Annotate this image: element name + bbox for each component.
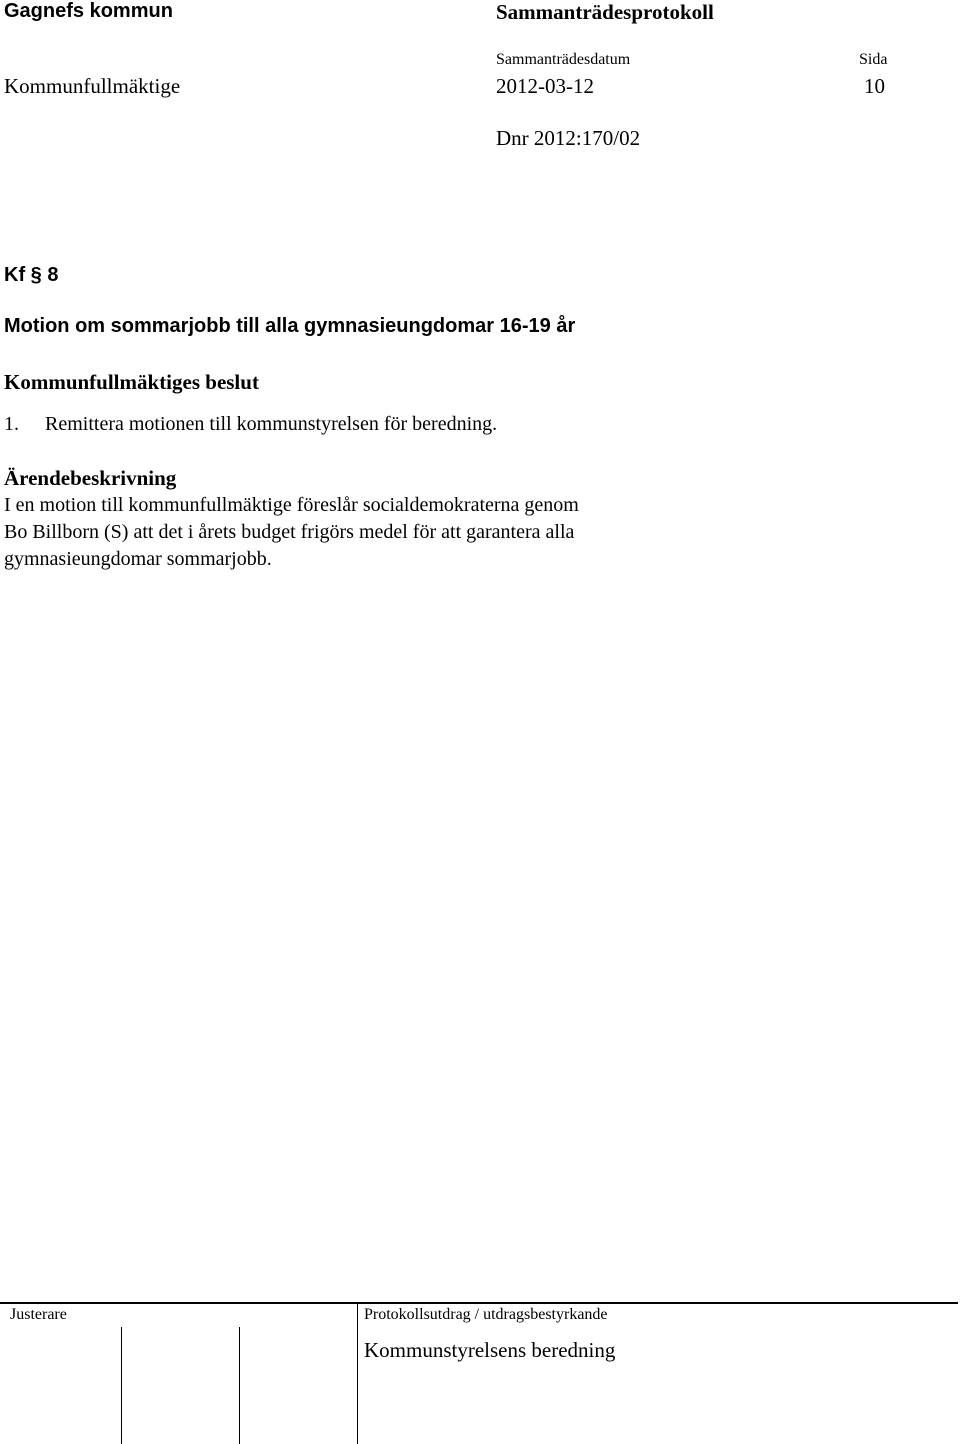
committee-name: Kommunfullmäktige <box>4 74 181 98</box>
description-line: I en motion till kommunfullmäktige föreslår socialdemokraterna genom <box>4 494 579 516</box>
page-label: Sida <box>859 51 888 68</box>
decision-item-number: 1. <box>4 413 19 435</box>
footer-column-divider <box>357 1302 358 1444</box>
signature-box-divider <box>239 1327 240 1444</box>
paragraph-number: Kf § 8 <box>4 264 59 286</box>
justerare-label: Justerare <box>10 1306 67 1323</box>
case-number: Dnr 2012:170/02 <box>496 126 641 150</box>
meeting-date-label: Sammanträdesdatum <box>496 51 631 68</box>
decision-item-text: Remittera motionen till kommunstyrelsen för beredning. <box>45 413 498 435</box>
description-heading: Ärendebeskrivning <box>4 466 177 490</box>
description-line: gymnasieungdomar sommarjobb. <box>4 548 272 570</box>
footer-divider <box>0 1302 958 1304</box>
signature-box-divider <box>121 1327 122 1444</box>
description-line: Bo Billborn (S) att det i årets budget frigörs medel för att garantera alla <box>4 521 575 543</box>
extract-recipient: Kommunstyrelsens beredning <box>364 1338 616 1362</box>
extract-label: Protokollsutdrag / utdragsbestyrkande <box>364 1306 608 1323</box>
municipality-name: Gagnefs kommun <box>4 0 173 22</box>
meeting-date: 2012-03-12 <box>496 74 594 98</box>
item-title: Motion om sommarjobb till alla gymnasieungdomar 16-19 år <box>4 315 576 337</box>
page-number: 10 <box>864 74 885 98</box>
decision-heading: Kommunfullmäktiges beslut <box>4 370 259 394</box>
document-type: Sammanträdesprotokoll <box>496 0 714 24</box>
